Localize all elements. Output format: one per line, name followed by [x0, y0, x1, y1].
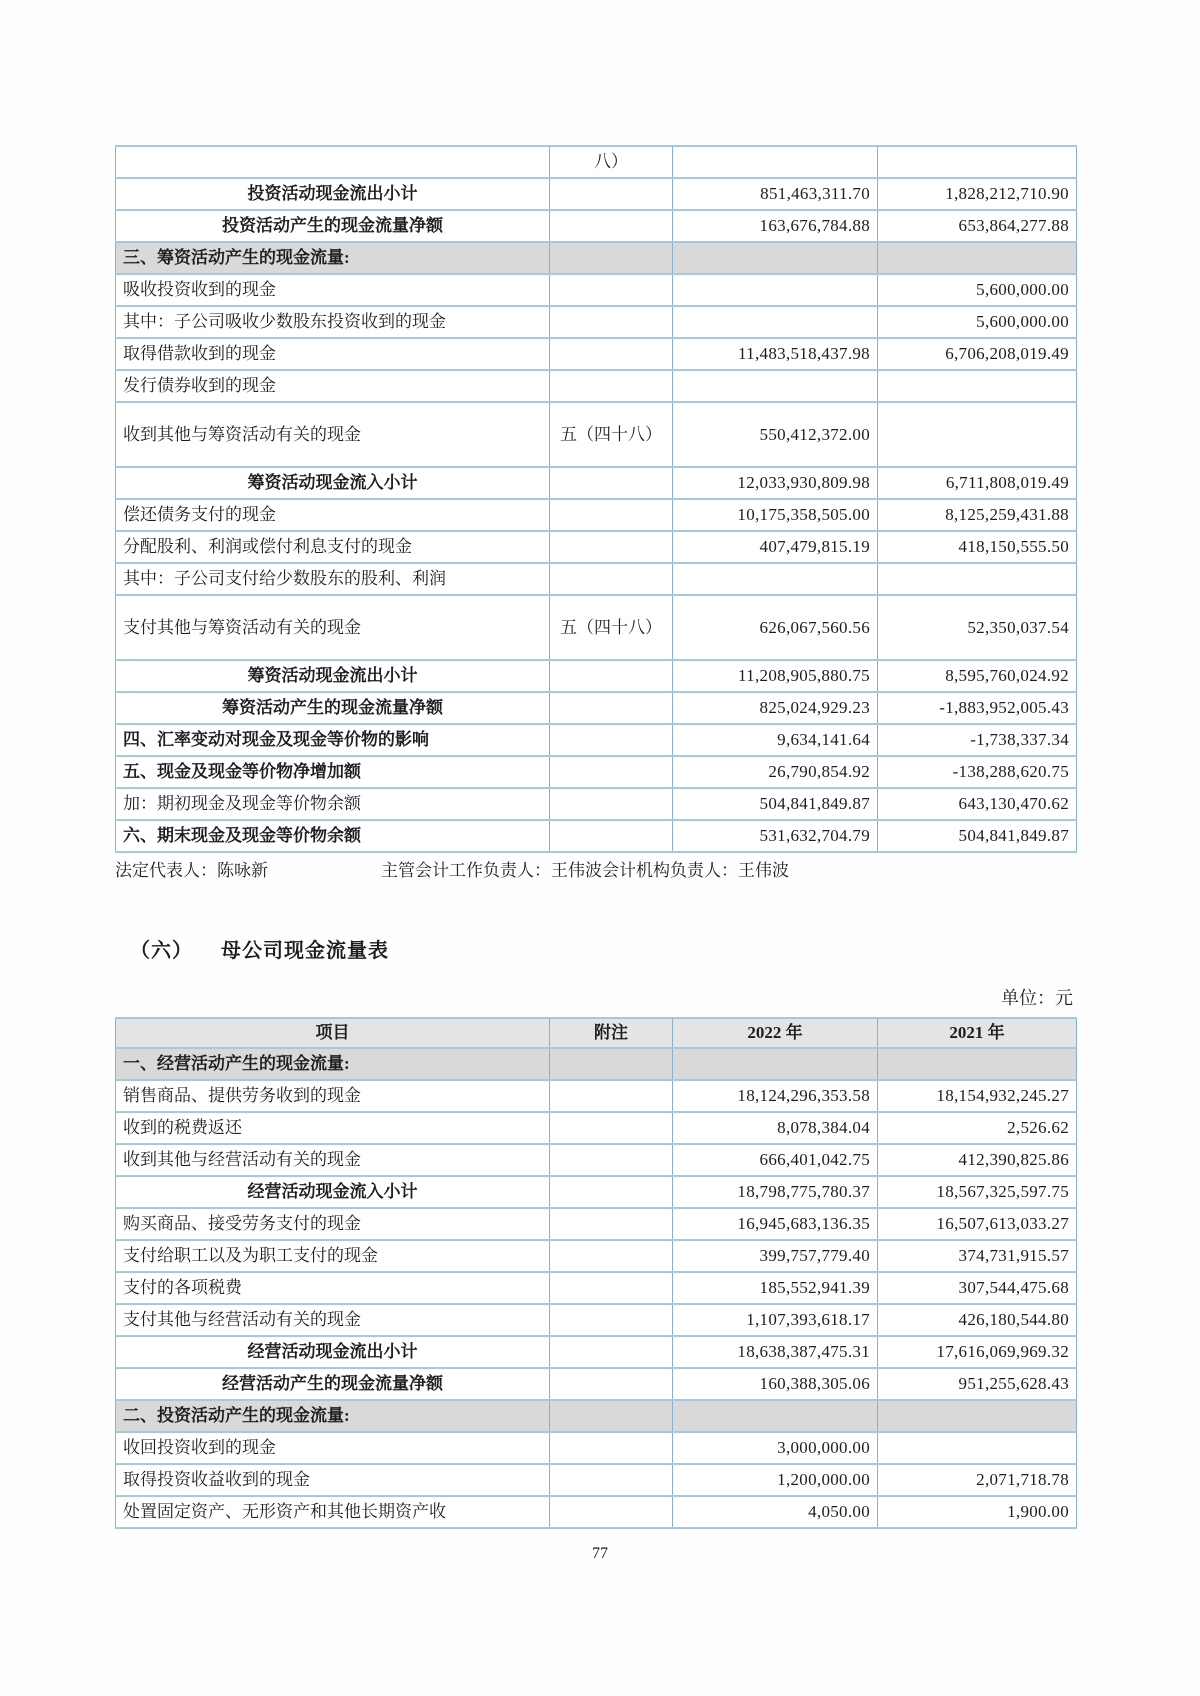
value-2022-cell: 8,078,384.04: [673, 1112, 878, 1144]
table-row: [116, 242, 1077, 274]
note-cell: [550, 210, 673, 242]
item-cell: 经营活动现金流入小计: [116, 1176, 550, 1208]
item-cell: 经营活动产生的现金流量净额: [116, 1368, 550, 1400]
item-cell: 六、期末现金及现金等价物余额: [116, 820, 550, 852]
note-cell: 八）: [550, 146, 673, 178]
value-2021-cell: [878, 1048, 1077, 1080]
value-2022-cell: 407,479,815.19: [673, 531, 878, 563]
item-cell: 一、经营活动产生的现金流量:: [116, 1048, 550, 1080]
item-cell: 其中：子公司支付给少数股东的股利、利润: [116, 563, 550, 595]
value-2022-cell: 531,632,704.79: [673, 820, 878, 852]
item-cell: 取得投资收益收到的现金: [116, 1464, 550, 1496]
note-cell: [550, 756, 673, 788]
table-row: [116, 146, 1077, 178]
item-cell: 投资活动产生的现金流量净额: [116, 210, 550, 242]
table-row: [116, 1144, 1077, 1176]
note-cell: [550, 1304, 673, 1336]
item-cell: 取得借款收到的现金: [116, 338, 550, 370]
value-2022-cell: 10,175,358,505.00: [673, 499, 878, 531]
item-cell: 支付的各项税费: [116, 1272, 550, 1304]
item-cell: 二、投资活动产生的现金流量:: [116, 1400, 550, 1432]
value-2021-cell: 52,350,037.54: [878, 595, 1077, 660]
value-2022-cell: 626,067,560.56: [673, 595, 878, 660]
item-cell: 支付给职工以及为职工支付的现金: [116, 1240, 550, 1272]
note-cell: [550, 1208, 673, 1240]
table-row: [116, 370, 1077, 402]
note-cell: [550, 1496, 673, 1528]
table-row: [116, 1272, 1077, 1304]
note-cell: [550, 1464, 673, 1496]
table-row: [116, 178, 1077, 210]
value-2021-cell: [878, 242, 1077, 274]
value-2021-cell: 5,600,000.00: [878, 306, 1077, 338]
note-cell: [550, 242, 673, 274]
value-2022-cell: 185,552,941.39: [673, 1272, 878, 1304]
value-2021-cell: 504,841,849.87: [878, 820, 1077, 852]
note-cell: [550, 788, 673, 820]
section-heading: [130, 934, 389, 963]
table-row: [116, 1176, 1077, 1208]
value-2021-cell: 1,828,212,710.90: [878, 178, 1077, 210]
accounting-responsible-label: 主管会计工作负责人：王伟波会计机构负责人：王伟波: [381, 861, 789, 880]
table-row: [116, 1112, 1077, 1144]
column-header-value-2022-cell: 2022 年: [673, 1018, 878, 1048]
value-2021-cell: 5,600,000.00: [878, 274, 1077, 306]
value-2021-cell: 643,130,470.62: [878, 788, 1077, 820]
value-2022-cell: 399,757,779.40: [673, 1240, 878, 1272]
table-row: [116, 274, 1077, 306]
item-cell: 收回投资收到的现金: [116, 1432, 550, 1464]
value-2022-cell: 4,050.00: [673, 1496, 878, 1528]
value-2022-cell: [673, 306, 878, 338]
table-row: [116, 1496, 1077, 1528]
page-number: 77: [592, 1545, 608, 1562]
item-cell: 吸收投资收到的现金: [116, 274, 550, 306]
value-2021-cell: 2,071,718.78: [878, 1464, 1077, 1496]
table-row: [116, 788, 1077, 820]
table-row: [116, 1464, 1077, 1496]
item-cell: 三、筹资活动产生的现金流量:: [116, 242, 550, 274]
value-2021-cell: 18,154,932,245.27: [878, 1080, 1077, 1112]
item-cell: 五、现金及现金等价物净增加额: [116, 756, 550, 788]
note-cell: [550, 1432, 673, 1464]
note-cell: [550, 1336, 673, 1368]
value-2022-cell: 504,841,849.87: [673, 788, 878, 820]
table-row: [116, 1336, 1077, 1368]
financial-table: [115, 1017, 1077, 1529]
note-cell: [550, 370, 673, 402]
table-row: [116, 660, 1077, 692]
table-row: [116, 1432, 1077, 1464]
value-2022-cell: 12,033,930,809.98: [673, 467, 878, 499]
table-row: [116, 1240, 1077, 1272]
item-cell: 筹资活动现金流入小计: [116, 467, 550, 499]
signature-line: [115, 856, 1076, 878]
note-cell: [550, 1144, 673, 1176]
note-cell: [550, 1048, 673, 1080]
item-cell: 处置固定资产、无形资产和其他长期资产收: [116, 1496, 550, 1528]
value-2022-cell: 11,483,518,437.98: [673, 338, 878, 370]
value-2022-cell: 851,463,311.70: [673, 178, 878, 210]
section-title: 母公司现金流量表: [221, 940, 389, 962]
value-2021-cell: [878, 370, 1077, 402]
item-cell: 加：期初现金及现金等价物余额: [116, 788, 550, 820]
value-2022-cell: [673, 146, 878, 178]
item-cell: 收到其他与筹资活动有关的现金: [116, 402, 550, 467]
table-row: [116, 692, 1077, 724]
value-2021-cell: 6,711,808,019.49: [878, 467, 1077, 499]
value-2022-cell: 1,107,393,618.17: [673, 1304, 878, 1336]
value-2021-cell: -1,883,952,005.43: [878, 692, 1077, 724]
value-2021-cell: 18,567,325,597.75: [878, 1176, 1077, 1208]
item-cell: 投资活动现金流出小计: [116, 178, 550, 210]
value-2022-cell: 16,945,683,136.35: [673, 1208, 878, 1240]
value-2021-cell: 426,180,544.80: [878, 1304, 1077, 1336]
table-row: [116, 1400, 1077, 1432]
note-cell: [550, 1400, 673, 1432]
table-row: [116, 1304, 1077, 1336]
value-2021-cell: 307,544,475.68: [878, 1272, 1077, 1304]
item-cell: 其中：子公司吸收少数股东投资收到的现金: [116, 306, 550, 338]
value-2022-cell: 18,638,387,475.31: [673, 1336, 878, 1368]
column-header-note-cell: 附注: [550, 1018, 673, 1048]
value-2021-cell: 17,616,069,969.32: [878, 1336, 1077, 1368]
table-row: [116, 563, 1077, 595]
value-2021-cell: 2,526.62: [878, 1112, 1077, 1144]
table-row: [116, 338, 1077, 370]
note-cell: [550, 467, 673, 499]
value-2021-cell: 418,150,555.50: [878, 531, 1077, 563]
item-cell: 支付其他与经营活动有关的现金: [116, 1304, 550, 1336]
unit-label: 单位：元: [1001, 988, 1073, 1008]
value-2022-cell: [673, 242, 878, 274]
value-2022-cell: 18,798,775,780.37: [673, 1176, 878, 1208]
value-2022-cell: 26,790,854.92: [673, 756, 878, 788]
legal-representative-label: 法定代表人：陈咏新: [115, 861, 268, 880]
value-2021-cell: [878, 1432, 1077, 1464]
table-row: [116, 756, 1077, 788]
value-2021-cell: 374,731,915.57: [878, 1240, 1077, 1272]
table-row: [116, 531, 1077, 563]
item-cell: [116, 146, 550, 178]
table-row: [116, 820, 1077, 852]
item-cell: 筹资活动产生的现金流量净额: [116, 692, 550, 724]
value-2021-cell: 951,255,628.43: [878, 1368, 1077, 1400]
table-row: [116, 1048, 1077, 1080]
value-2021-cell: 1,900.00: [878, 1496, 1077, 1528]
table-row: [116, 499, 1077, 531]
value-2022-cell: 1,200,000.00: [673, 1464, 878, 1496]
value-2022-cell: 825,024,929.23: [673, 692, 878, 724]
note-cell: [550, 338, 673, 370]
column-header-item-cell: 项目: [116, 1018, 550, 1048]
value-2021-cell: 8,125,259,431.88: [878, 499, 1077, 531]
value-2022-cell: 11,208,905,880.75: [673, 660, 878, 692]
value-2022-cell: 666,401,042.75: [673, 1144, 878, 1176]
value-2022-cell: [673, 1400, 878, 1432]
value-2022-cell: 18,124,296,353.58: [673, 1080, 878, 1112]
value-2022-cell: 3,000,000.00: [673, 1432, 878, 1464]
item-cell: 收到的税费返还: [116, 1112, 550, 1144]
item-cell: 经营活动现金流出小计: [116, 1336, 550, 1368]
table-row: [116, 595, 1077, 660]
value-2022-cell: 163,676,784.88: [673, 210, 878, 242]
value-2022-cell: 550,412,372.00: [673, 402, 878, 467]
value-2021-cell: [878, 146, 1077, 178]
note-cell: [550, 499, 673, 531]
table-row: [116, 467, 1077, 499]
note-cell: [550, 563, 673, 595]
value-2021-cell: -138,288,620.75: [878, 756, 1077, 788]
note-cell: [550, 820, 673, 852]
item-cell: 四、汇率变动对现金及现金等价物的影响: [116, 724, 550, 756]
table-row: [116, 1208, 1077, 1240]
value-2022-cell: 9,634,141.64: [673, 724, 878, 756]
value-2021-cell: 16,507,613,033.27: [878, 1208, 1077, 1240]
note-cell: [550, 692, 673, 724]
note-cell: [550, 724, 673, 756]
value-2021-cell: [878, 1400, 1077, 1432]
note-cell: [550, 1272, 673, 1304]
value-2022-cell: [673, 1048, 878, 1080]
header-row: [116, 1018, 1077, 1048]
table-row: [116, 1368, 1077, 1400]
note-cell: [550, 1368, 673, 1400]
table-row: [116, 210, 1077, 242]
note-cell: [550, 1240, 673, 1272]
value-2021-cell: 6,706,208,019.49: [878, 338, 1077, 370]
note-cell: [550, 178, 673, 210]
item-cell: 销售商品、提供劳务收到的现金: [116, 1080, 550, 1112]
item-cell: 收到其他与经营活动有关的现金: [116, 1144, 550, 1176]
note-cell: 五（四十八）: [550, 402, 673, 467]
value-2021-cell: 8,595,760,024.92: [878, 660, 1077, 692]
item-cell: 偿还债务支付的现金: [116, 499, 550, 531]
note-cell: [550, 1176, 673, 1208]
table-row: [116, 306, 1077, 338]
value-2021-cell: 653,864,277.88: [878, 210, 1077, 242]
item-cell: 支付其他与筹资活动有关的现金: [116, 595, 550, 660]
note-cell: [550, 1112, 673, 1144]
note-cell: [550, 306, 673, 338]
value-2022-cell: [673, 274, 878, 306]
table-row: [116, 1080, 1077, 1112]
note-cell: [550, 531, 673, 563]
section-index: （六）: [130, 940, 193, 962]
value-2022-cell: 160,388,305.06: [673, 1368, 878, 1400]
item-cell: 购买商品、接受劳务支付的现金: [116, 1208, 550, 1240]
value-2022-cell: [673, 563, 878, 595]
item-cell: 筹资活动现金流出小计: [116, 660, 550, 692]
value-2022-cell: [673, 370, 878, 402]
item-cell: 分配股利、利润或偿付利息支付的现金: [116, 531, 550, 563]
table-row: [116, 402, 1077, 467]
financial-table: [115, 145, 1077, 853]
value-2021-cell: [878, 563, 1077, 595]
value-2021-cell: 412,390,825.86: [878, 1144, 1077, 1176]
value-2021-cell: [878, 402, 1077, 467]
note-cell: 五（四十八）: [550, 595, 673, 660]
value-2021-cell: -1,738,337.34: [878, 724, 1077, 756]
note-cell: [550, 660, 673, 692]
item-cell: 发行债券收到的现金: [116, 370, 550, 402]
note-cell: [550, 1080, 673, 1112]
column-header-value-2021-cell: 2021 年: [878, 1018, 1077, 1048]
table-row: [116, 724, 1077, 756]
note-cell: [550, 274, 673, 306]
